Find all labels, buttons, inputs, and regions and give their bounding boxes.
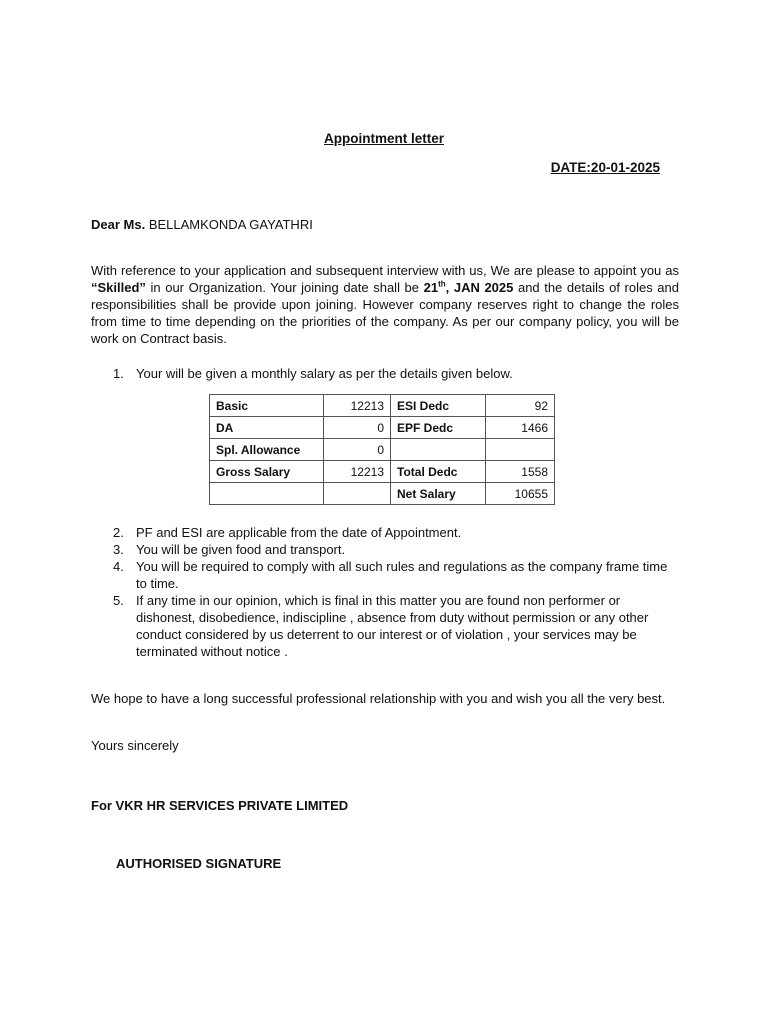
- list-number: 4.: [113, 559, 124, 574]
- list-number: 2.: [113, 525, 124, 540]
- list-item: [91, 558, 679, 592]
- table-row: [210, 439, 555, 461]
- recipient-name: BELLAMKONDA GAYATHRI: [148, 217, 313, 232]
- table-cell: EPF Dedc: [391, 417, 486, 439]
- list-text: You will be given food and transport.: [136, 542, 346, 557]
- table-cell: 0: [324, 417, 391, 439]
- intro-text-1: With reference to your application and subsequent interview with us, We are please to appoint you as: [91, 263, 679, 278]
- salary-table: [209, 394, 555, 505]
- table-row: [210, 483, 555, 505]
- list-number: 1.: [113, 366, 124, 381]
- table-cell: 92: [486, 395, 555, 417]
- table-cell: 12213: [324, 461, 391, 483]
- table-row: [210, 417, 555, 439]
- table-cell: 1558: [486, 461, 555, 483]
- table-cell: DA: [210, 417, 324, 439]
- intro-text-3: and the details of roles and responsibilities shall be provide upon joining. However company reserves right to change the roles from time to time depending on the priorities of the company. As per our company policy, you will be work on Contract basis.: [91, 280, 679, 346]
- table-cell: Gross Salary: [210, 461, 324, 483]
- list-text: PF and ESI are applicable from the date of Appointment.: [136, 525, 462, 540]
- intro-text-2: in our Organization. Your joining date shall be: [145, 280, 424, 295]
- joining-day: 21: [423, 280, 439, 295]
- letter-title: Appointment letter: [324, 131, 444, 146]
- table-cell: 0: [324, 439, 391, 461]
- company-name: For VKR HR SERVICES PRIVATE LIMITED: [91, 798, 349, 813]
- closing-paragraph: We hope to have a long successful professional relationship with you and wish you all the very best.: [91, 691, 666, 706]
- joining-day-suffix: th: [438, 279, 446, 289]
- table-row: [210, 461, 555, 483]
- table-cell: [391, 439, 486, 461]
- table-cell: [486, 439, 555, 461]
- table-row: [210, 395, 555, 417]
- list-item: [91, 524, 679, 541]
- table-cell: ESI Dedc: [391, 395, 486, 417]
- list-number: 3.: [113, 542, 124, 557]
- intro-paragraph: [91, 262, 679, 347]
- table-cell: [210, 483, 324, 505]
- table-cell: 1466: [486, 417, 555, 439]
- point-list-rest: [91, 524, 679, 660]
- complimentary-close: Yours sincerely: [91, 738, 179, 753]
- point-list-first: [91, 365, 679, 382]
- list-text: You will be required to comply with all such rules and regulations as the company frame time to time.: [136, 559, 668, 591]
- joining-date: [424, 280, 514, 295]
- list-item: [91, 592, 679, 660]
- salutation: [91, 217, 313, 232]
- table-cell: [324, 483, 391, 505]
- table-cell: Spl. Allowance: [210, 439, 324, 461]
- table-cell: 12213: [324, 395, 391, 417]
- list-item: [91, 365, 679, 382]
- authorised-signature: AUTHORISED SIGNATURE: [116, 856, 282, 871]
- table-cell: Net Salary: [391, 483, 486, 505]
- joining-month-year: , JAN 2025: [445, 280, 514, 295]
- list-text: If any time in our opinion, which is final in this matter you are found non performer or dishonest, disobedience, indiscipline , absence from duty without permission or any other conduct considered by us deterrent to our interest or of violation , your services may be terminated without notice .: [136, 593, 649, 659]
- table-cell: 10655: [486, 483, 555, 505]
- intro-role: “Skilled”: [91, 280, 146, 295]
- list-number: 5.: [113, 593, 124, 608]
- letter-date: DATE:20-01-2025: [550, 160, 660, 175]
- table-cell: Total Dedc: [391, 461, 486, 483]
- table-cell: Basic: [210, 395, 324, 417]
- salutation-prefix: Dear Ms.: [91, 217, 146, 232]
- list-item: [91, 541, 679, 558]
- list-text: Your will be given a monthly salary as per the details given below.: [136, 366, 513, 381]
